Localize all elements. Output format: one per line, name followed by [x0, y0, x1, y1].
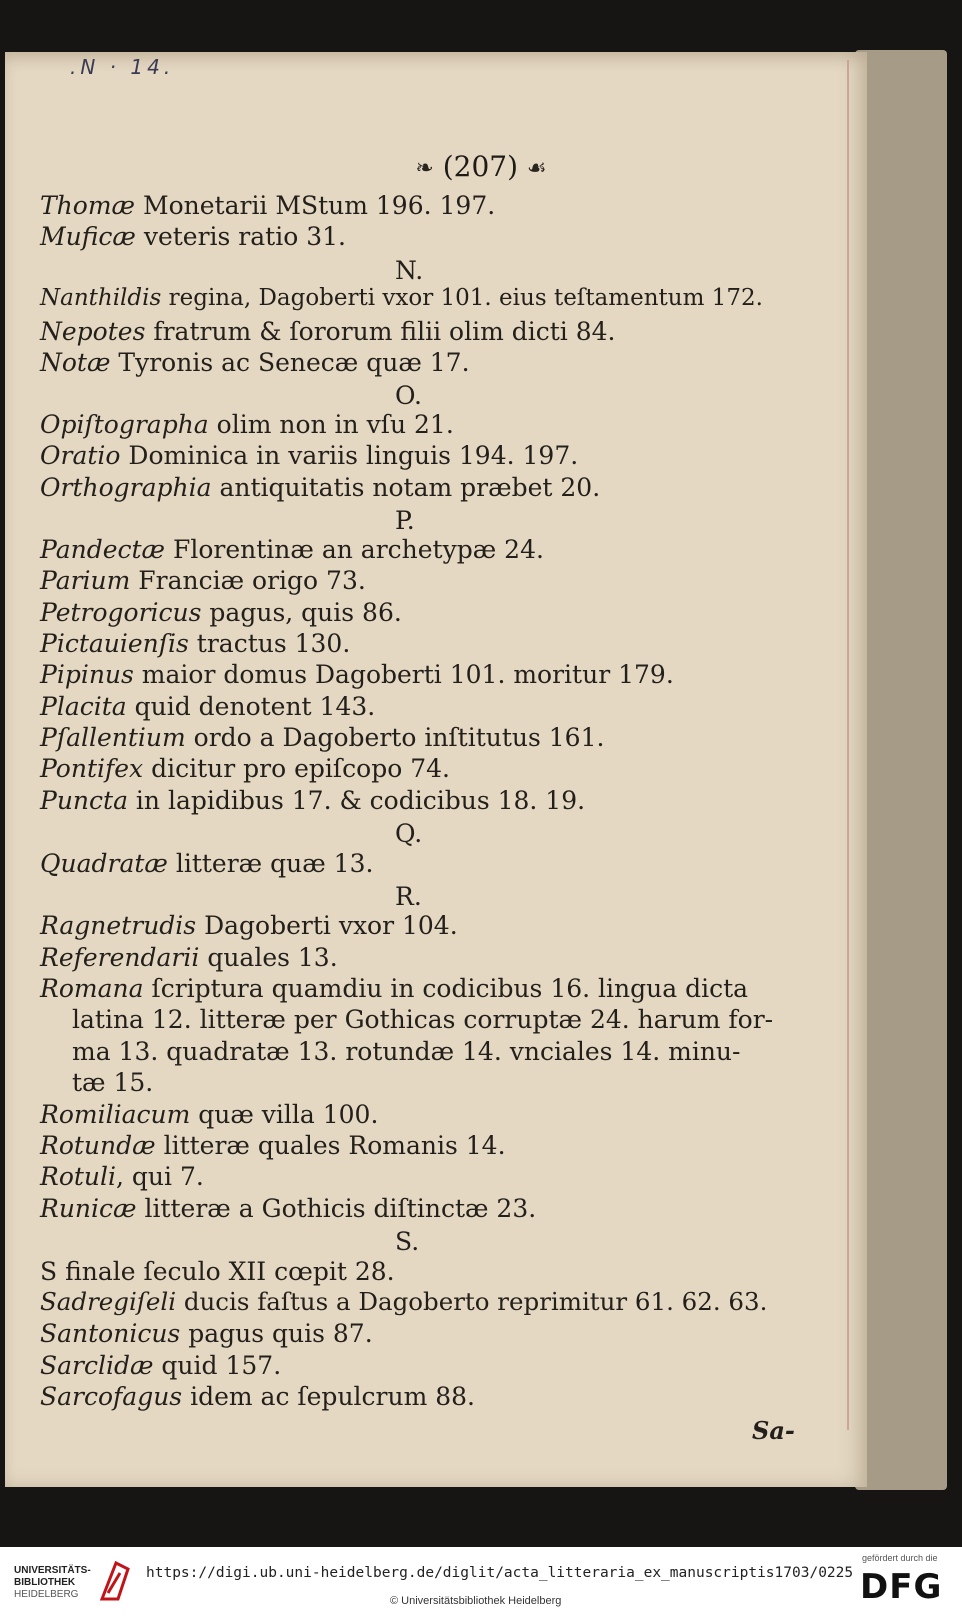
- page-number: (207): [442, 150, 518, 183]
- entry-keyword: Opiſtographa: [40, 410, 209, 439]
- page-edge-line: [847, 60, 849, 1430]
- entry-keyword: Pſallentium: [40, 723, 186, 752]
- entry-keyword: Muficæ: [40, 222, 136, 251]
- index-entry: [40, 224, 346, 249]
- permalink-url[interactable]: https://digi.ub.uni-heidelberg.de/diglit/acta_litteraria_ex_manuscriptis1703/0225: [146, 1565, 854, 1581]
- funded-by-label: gefördert durch die: [862, 1553, 938, 1563]
- entry-text: quid 157.: [153, 1351, 282, 1380]
- index-entry: [72, 1007, 773, 1032]
- copyright-notice: © Universitätsbibliothek Heidelberg: [390, 1595, 562, 1607]
- index-entry: [40, 1353, 281, 1378]
- index-entry: [40, 1384, 475, 1409]
- entry-text: veteris ratio 31.: [135, 222, 346, 251]
- entry-keyword: Ragnetrudis: [40, 911, 197, 940]
- index-entry: [40, 1164, 204, 1189]
- index-entry: [40, 756, 450, 781]
- library-name: UNIVERSITÄTS- BIBLIOTHEK HEIDELBERG: [14, 1565, 91, 1600]
- index-entry: [40, 694, 375, 719]
- entry-text: regina, Dagoberti vxor 101. eius teſtamentum 172.: [161, 285, 763, 311]
- entry-text: dicitur pro epiſcopo 74.: [143, 754, 450, 783]
- entry-keyword: Sarcofagus: [40, 1382, 183, 1411]
- entry-keyword: Rotuli: [40, 1162, 117, 1191]
- index-entry: [40, 568, 366, 593]
- entry-text: quid denotent 143.: [126, 692, 376, 721]
- entry-keyword: Pandectæ: [40, 535, 166, 564]
- index-entry: [40, 662, 674, 687]
- page-header: [0, 150, 962, 183]
- book-cover-edge: [855, 50, 947, 1490]
- entry-keyword: Parium: [40, 566, 131, 595]
- entry-keyword: Thomæ: [40, 191, 136, 220]
- index-entry: [72, 1039, 740, 1064]
- section-letter: Q.: [395, 819, 423, 848]
- entry-keyword: Romana: [40, 974, 144, 1003]
- entry-text: Monetarii MStum 196. 197.: [135, 191, 496, 220]
- index-entry: [40, 193, 495, 218]
- section-letter: N.: [395, 256, 424, 285]
- entry-keyword: Placita: [40, 692, 127, 721]
- index-entry: [40, 631, 350, 656]
- index-entry: [40, 1287, 768, 1316]
- library-logo-icon: [98, 1559, 132, 1605]
- entry-keyword: Referendarii: [40, 943, 200, 972]
- index-entry: [40, 1259, 395, 1284]
- entry-text: Tyronis ac Senecæ quæ 17.: [110, 348, 470, 377]
- entry-keyword: Nepotes: [40, 317, 146, 346]
- index-entry: [40, 1196, 536, 1221]
- entry-text: pagus, quis 86.: [201, 598, 402, 627]
- entry-text: , qui 7.: [116, 1162, 204, 1191]
- entry-text: ordo a Dagoberto inſtitutus 161.: [185, 723, 605, 752]
- index-entry: [40, 537, 544, 562]
- index-entry: [40, 1133, 506, 1158]
- index-entry: [40, 412, 454, 437]
- entry-text: latina 12. litteræ per Gothicas corruptæ 24. harum for-: [72, 1005, 774, 1034]
- entry-text: S finale ſeculo XII cœpit 28.: [40, 1257, 395, 1286]
- entry-keyword: Santonicus: [40, 1319, 181, 1348]
- entry-text: Florentinæ an archetypæ 24.: [165, 535, 544, 564]
- entry-keyword: Pontifex: [40, 754, 144, 783]
- entry-text: ma 13. quadratæ 13. rotundæ 14. vnciales 14. minu-: [72, 1037, 741, 1066]
- entry-keyword: Notæ: [40, 348, 111, 377]
- index-entry: [40, 1321, 373, 1346]
- entry-keyword: Romiliacum: [40, 1100, 191, 1129]
- index-entry: [40, 443, 578, 468]
- index-entry: [40, 788, 585, 813]
- entry-keyword: Sarclidæ: [40, 1351, 154, 1380]
- entry-text: Dagoberti vxor 104.: [196, 911, 458, 940]
- entry-keyword: Sadregiſeli: [40, 1287, 177, 1316]
- index-entry: [40, 319, 615, 344]
- entry-text: litteræ a Gothicis diſtinctæ 23.: [136, 1194, 537, 1223]
- entry-keyword: Pictauienſis: [40, 629, 189, 658]
- index-entry: [40, 350, 470, 375]
- entry-text: litteræ quæ 13.: [167, 849, 374, 878]
- index-entry: [40, 913, 458, 938]
- entry-text: maior domus Dagoberti 101. moritur 179.: [133, 660, 674, 689]
- catchword: Sa-: [752, 1416, 795, 1445]
- entry-keyword: Orthographia: [40, 473, 212, 502]
- entry-text: tractus 130.: [188, 629, 351, 658]
- entry-text: ducis faſtus a Dagoberto reprimitur 61. 62. 63.: [176, 1287, 768, 1316]
- entry-text: litteræ quales Romanis 14.: [155, 1131, 506, 1160]
- entry-text: quales 13.: [199, 943, 338, 972]
- entry-keyword: Quadratæ: [40, 849, 168, 878]
- entry-text: pagus quis 87.: [180, 1319, 373, 1348]
- entry-text: tæ 15.: [72, 1068, 154, 1097]
- entry-keyword: Runicæ: [40, 1194, 137, 1223]
- entry-text: ſcriptura quamdiu in codicibus 16. lingua dicta: [143, 974, 749, 1003]
- entry-text: antiquitatis notam præbet 20.: [211, 473, 601, 502]
- section-letter: O.: [395, 381, 422, 410]
- section-letter: S.: [395, 1227, 420, 1256]
- index-entry: [40, 287, 763, 310]
- viewer-footer: [0, 1547, 962, 1617]
- ornament-left-icon: ❧: [415, 156, 434, 181]
- entry-keyword: Oratio: [40, 441, 121, 470]
- entry-text: fratrum & ſororum filii olim dicti 84.: [145, 317, 616, 346]
- index-entry: [40, 600, 402, 625]
- index-entry: [40, 475, 600, 500]
- index-entry: [40, 1102, 378, 1127]
- index-entry: [72, 1070, 153, 1095]
- entry-keyword: Petrogoricus: [40, 598, 202, 627]
- section-letter: P.: [395, 506, 415, 535]
- index-entry: [40, 725, 604, 750]
- entry-text: idem ac ſepulcrum 88.: [182, 1382, 475, 1411]
- entry-keyword: Pipinus: [40, 660, 134, 689]
- entry-text: Franciæ origo 73.: [130, 566, 366, 595]
- entry-text: quæ villa 100.: [190, 1100, 379, 1129]
- shelfmark: .N · 14.: [70, 55, 175, 79]
- entry-text: Dominica in variis linguis 194. 197.: [120, 441, 579, 470]
- entry-text: in lapidibus 17. & codicibus 18. 19.: [127, 786, 586, 815]
- ornament-right-icon: ☙: [526, 156, 547, 181]
- dfg-logo: DFG: [860, 1567, 943, 1607]
- entry-keyword: Puncta: [40, 786, 128, 815]
- entry-keyword: Nanthildis: [40, 285, 162, 311]
- entry-keyword: Rotundæ: [40, 1131, 156, 1160]
- index-entry: [40, 976, 748, 1001]
- section-letter: R.: [395, 882, 422, 911]
- entry-text: olim non in vſu 21.: [208, 410, 454, 439]
- index-entry: [40, 851, 373, 876]
- index-entry: [40, 945, 338, 970]
